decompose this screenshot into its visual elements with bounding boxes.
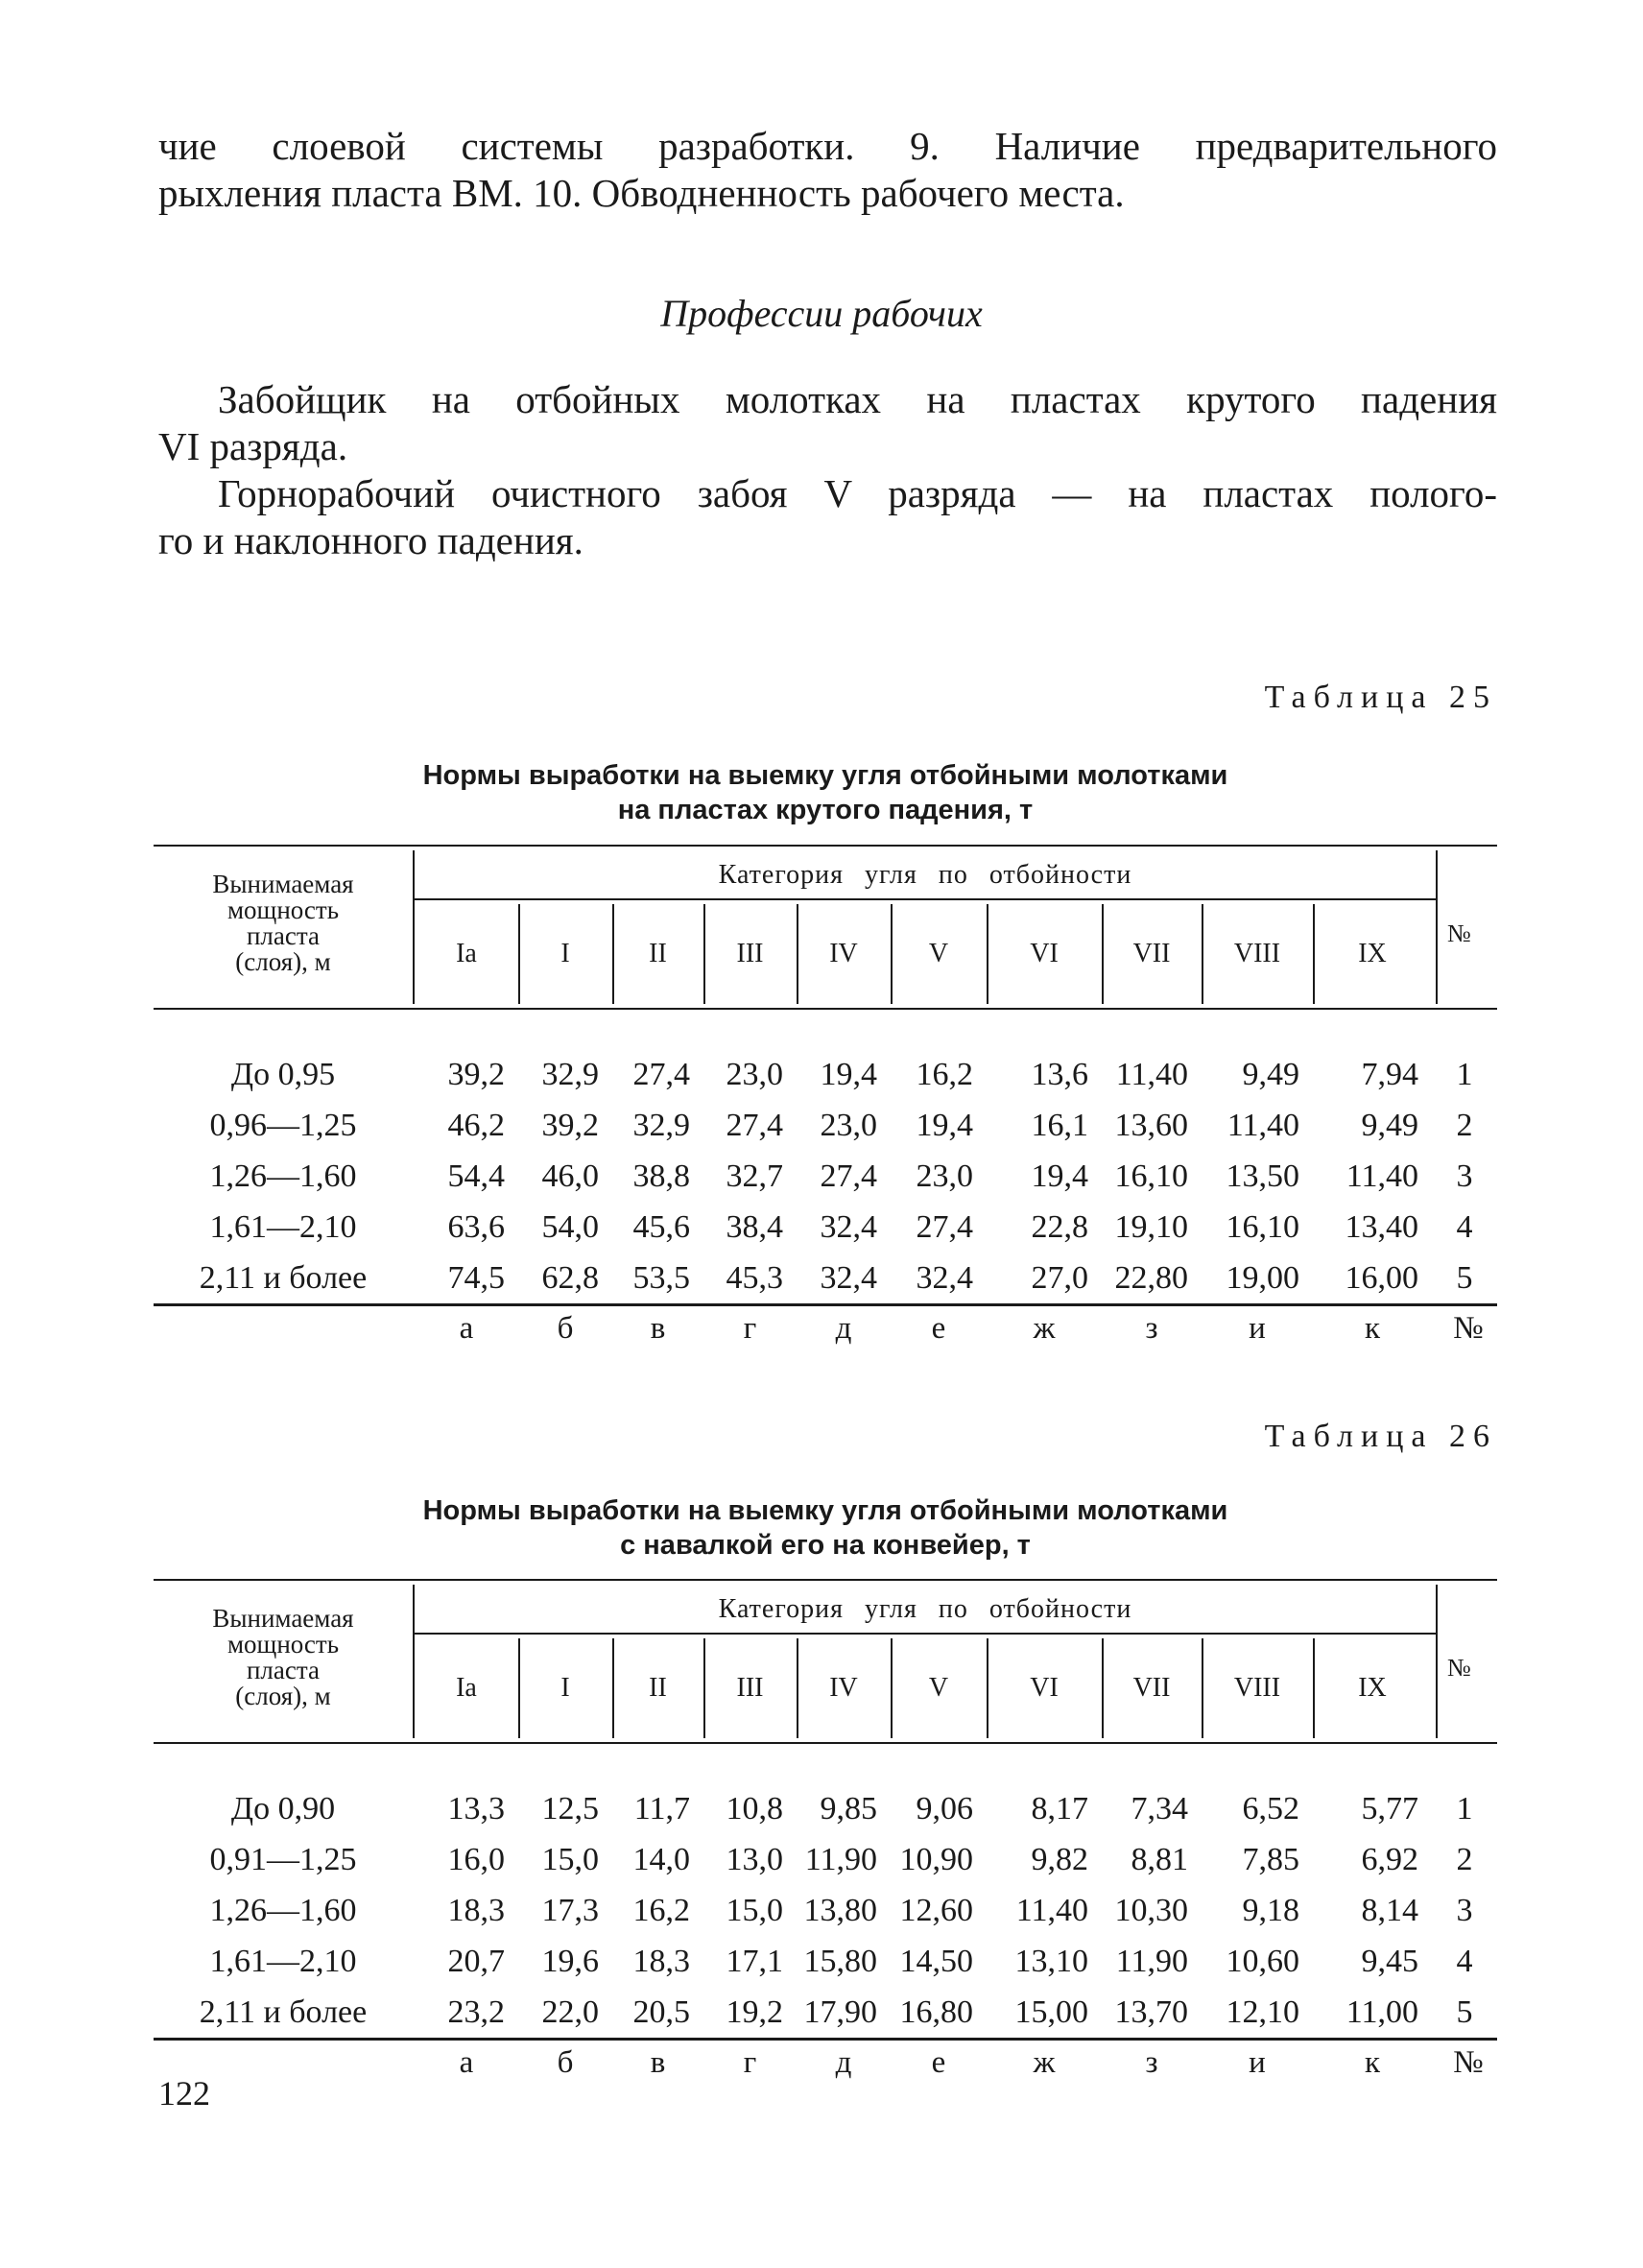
table-cell: 45,6	[632, 1209, 690, 1245]
table-cell: 13,10	[1014, 1944, 1088, 1979]
page-number: 122	[158, 2074, 210, 2113]
section-title: Профессии рабочих	[660, 292, 983, 335]
table-cell: 16,2	[632, 1893, 690, 1928]
table-25-title-line-2: на пластах крутого падения, т	[617, 795, 1034, 825]
column-header-7: VI	[1030, 939, 1059, 968]
column-header-1: Iа	[456, 1673, 477, 1703]
table-cell: 9,85	[820, 1791, 877, 1826]
row-number: 4	[1456, 1944, 1473, 1979]
table-cell: 8,17	[1031, 1791, 1088, 1826]
table-cell: 9,49	[1361, 1108, 1418, 1143]
table-cell: 39,2	[447, 1057, 505, 1092]
row-label: 2,11 и более	[199, 1994, 368, 2030]
row-number: 1	[1456, 1057, 1473, 1092]
column-letter-3: в	[650, 2045, 666, 2080]
table-cell: 13,3	[447, 1791, 505, 1826]
table-cell: 46,2	[447, 1108, 505, 1143]
table-cell: 32,4	[820, 1260, 877, 1296]
column-header-10: IX	[1358, 939, 1387, 968]
column-header-8: VII	[1132, 1673, 1171, 1703]
table-cell: 11,90	[1115, 1944, 1188, 1979]
table-cell: 17,90	[803, 1994, 877, 2030]
table-cell: 19,2	[726, 1994, 783, 2030]
row-header-line-4: (слоя), м	[235, 947, 331, 976]
table-cell: 53,5	[632, 1260, 690, 1296]
table-cell: 32,4	[820, 1209, 877, 1245]
column-letter-4: г	[743, 1311, 757, 1346]
column-header-3: II	[649, 939, 667, 968]
table-cell: 46,0	[541, 1158, 599, 1194]
table-cell: 39,2	[541, 1108, 599, 1143]
table-cell: 32,9	[541, 1057, 599, 1092]
column-header-5: IV	[829, 939, 858, 968]
table-cell: 13,80	[803, 1893, 877, 1928]
row-number: 2	[1456, 1842, 1473, 1877]
table-cell: 23,0	[916, 1158, 973, 1194]
row-header-line-4: (слоя), м	[235, 1682, 331, 1710]
column-letter-9: и	[1249, 2045, 1266, 2080]
table-cell: 62,8	[541, 1260, 599, 1296]
row-header-line-1: Вынимаемая	[212, 1604, 354, 1633]
table-cell: 45,3	[726, 1260, 783, 1296]
table-cell: 16,0	[447, 1842, 505, 1877]
table-cell: 20,7	[447, 1944, 505, 1979]
table-cell: 7,94	[1361, 1057, 1418, 1092]
table-cell: 10,60	[1226, 1944, 1299, 1979]
table-cell: 13,40	[1345, 1209, 1418, 1245]
top-rule	[154, 845, 1497, 847]
table-cell: 17,1	[726, 1944, 783, 1979]
row-number: 2	[1456, 1108, 1473, 1143]
table-cell: 16,00	[1345, 1260, 1418, 1296]
table-cell: 54,4	[447, 1158, 505, 1194]
column-letter-10: к	[1364, 1311, 1381, 1346]
table-cell: 9,06	[916, 1791, 973, 1826]
column-letter-8: з	[1145, 2045, 1158, 2080]
number-column-header: №	[1447, 919, 1471, 947]
table-cell: 19,6	[541, 1944, 599, 1979]
table-26-title-line-1: Нормы выработки на выемку угля отбойными молотками	[422, 1495, 1228, 1526]
intro-line-1: чие слоевой системы разработки. 9. Наличие предварительного	[158, 124, 1497, 168]
column-letter-7: ж	[1033, 2045, 1056, 2080]
table-cell: 11,90	[804, 1842, 877, 1877]
table-26-title-line-2: с навалкой его на конвейер, т	[620, 1530, 1031, 1561]
row-header-label	[154, 871, 413, 975]
table-cell: 19,4	[820, 1057, 877, 1092]
column-header-2: I	[560, 939, 570, 968]
table-cell: 9,82	[1031, 1842, 1088, 1877]
column-letter-3: в	[650, 1311, 666, 1346]
table-cell: 15,0	[541, 1842, 599, 1877]
table-cell: 8,14	[1361, 1893, 1418, 1928]
table-cell: 13,0	[726, 1842, 783, 1877]
table-cell: 32,4	[916, 1260, 973, 1296]
table-cell: 32,7	[726, 1158, 783, 1194]
row-label: 1,61—2,10	[209, 1944, 357, 1979]
table-cell: 27,4	[726, 1108, 783, 1143]
row-label: До 0,95	[230, 1057, 336, 1092]
table-cell: 13,70	[1114, 1994, 1188, 2030]
table-cell: 19,4	[916, 1108, 973, 1143]
column-header-6: V	[928, 1673, 949, 1703]
table-cell: 13,6	[1031, 1057, 1088, 1092]
column-header-9: VIII	[1233, 1673, 1281, 1703]
bottom-rule	[154, 2038, 1497, 2041]
table-cell: 16,10	[1114, 1158, 1188, 1194]
row-number: 5	[1456, 1260, 1473, 1296]
row-label: 0,96—1,25	[209, 1108, 357, 1143]
category-label: Категория угля по отбойности	[718, 860, 1132, 890]
profession-1-line-1: Забойщик на отбойных молотках на пластах крутого падения	[218, 377, 1497, 421]
column-header-9: VIII	[1233, 939, 1281, 968]
table-cell: 9,18	[1242, 1893, 1299, 1928]
column-letter-4: г	[743, 2045, 757, 2080]
row-header-line-3: пласта	[246, 1656, 320, 1684]
table-26-caption: Таблица 26	[1264, 1419, 1497, 1454]
table-cell: 12,10	[1226, 1994, 1299, 2030]
table-cell: 19,00	[1226, 1260, 1299, 1296]
table-cell: 74,5	[447, 1260, 505, 1296]
header-bottom-rule	[154, 1742, 1497, 1744]
table-cell: 11,40	[1115, 1057, 1188, 1092]
table-cell: 9,49	[1242, 1057, 1299, 1092]
category-label: Категория угля по отбойности	[718, 1594, 1132, 1624]
table-cell: 15,0	[726, 1893, 783, 1928]
table-cell: 23,0	[820, 1108, 877, 1143]
table-cell: 32,9	[632, 1108, 690, 1143]
table-cell: 38,8	[632, 1158, 690, 1194]
table-cell: 10,8	[726, 1791, 783, 1826]
header-bottom-rule	[154, 1008, 1497, 1010]
row-header-line-2: мощность	[226, 895, 340, 924]
table-cell: 54,0	[541, 1209, 599, 1245]
table-cell: 27,4	[632, 1057, 690, 1092]
column-letter-6: е	[931, 1311, 946, 1346]
column-letter-6: е	[931, 2045, 946, 2080]
column-letter-9: и	[1249, 1311, 1266, 1346]
column-header-8: VII	[1132, 939, 1171, 968]
column-header-4: III	[736, 939, 764, 968]
profession-2-line-2: го и наклонного падения.	[158, 518, 583, 562]
table-cell: 11,00	[1345, 1994, 1418, 2030]
row-label: 0,91—1,25	[209, 1842, 357, 1877]
column-header-4: III	[736, 1673, 764, 1703]
table-cell: 22,80	[1114, 1260, 1188, 1296]
table-cell: 7,34	[1131, 1791, 1188, 1826]
row-label: 1,26—1,60	[209, 1893, 357, 1928]
table-cell: 11,40	[1345, 1158, 1418, 1194]
row-number: 4	[1456, 1209, 1473, 1245]
table-cell: 22,0	[541, 1994, 599, 2030]
table-cell: 16,1	[1031, 1108, 1088, 1143]
number-col-divider	[1436, 1585, 1438, 1738]
column-letter-5: д	[835, 2045, 852, 2080]
intro-line-2: рыхления пласта ВМ. 10. Обводненность рабочего места.	[158, 171, 1125, 215]
table-25-title	[154, 758, 1497, 827]
category-underline	[415, 1633, 1436, 1635]
table-cell: 18,3	[447, 1893, 505, 1928]
table-cell: 11,40	[1226, 1108, 1299, 1143]
table-cell: 18,3	[632, 1944, 690, 1979]
table-cell: 19,10	[1114, 1209, 1188, 1245]
row-header-line-3: пласта	[246, 921, 320, 950]
column-letter-2: б	[557, 1311, 574, 1346]
column-header-1: Iа	[456, 939, 477, 968]
table-cell: 6,92	[1361, 1842, 1418, 1877]
profession-paragraph-1	[158, 376, 1497, 470]
bottom-rule	[154, 1303, 1497, 1306]
number-column-header: №	[1447, 1654, 1471, 1682]
intro-paragraph	[158, 123, 1497, 217]
table-cell: 9,45	[1361, 1944, 1418, 1979]
profession-1-line-2: VI разряда.	[158, 424, 348, 468]
table-cell: 14,0	[632, 1842, 690, 1877]
row-header-line-1: Вынимаемая	[212, 870, 354, 898]
table-cell: 8,81	[1131, 1842, 1188, 1877]
row-label: 1,26—1,60	[209, 1158, 357, 1194]
table-25-title-line-1: Нормы выработки на выемку угля отбойными молотками	[422, 760, 1228, 791]
column-letter-1: а	[459, 1311, 474, 1346]
table-cell: 14,50	[899, 1944, 973, 1979]
row-number: 5	[1456, 1994, 1473, 2030]
table-cell: 23,2	[447, 1994, 505, 2030]
letters-number-sign: №	[1453, 2045, 1484, 2080]
row-number: 3	[1456, 1158, 1473, 1194]
column-letter-7: ж	[1033, 1311, 1056, 1346]
row-label: 2,11 и более	[199, 1260, 368, 1296]
row-header-label	[154, 1606, 413, 1709]
column-letter-5: д	[835, 1311, 852, 1346]
column-header-6: V	[928, 939, 949, 968]
table-cell: 5,77	[1361, 1791, 1418, 1826]
table-cell: 16,80	[899, 1994, 973, 2030]
row-number: 3	[1456, 1893, 1473, 1928]
row-label: До 0,90	[230, 1791, 336, 1826]
table-cell: 15,00	[1014, 1994, 1088, 2030]
table-cell: 13,60	[1114, 1108, 1188, 1143]
table-cell: 17,3	[541, 1893, 599, 1928]
table-cell: 10,90	[899, 1842, 973, 1877]
column-letter-8: з	[1145, 1311, 1158, 1346]
top-rule	[154, 1579, 1497, 1581]
row-number: 1	[1456, 1791, 1473, 1826]
column-letter-1: а	[459, 2045, 474, 2080]
table-cell: 12,5	[541, 1791, 599, 1826]
table-cell: 63,6	[447, 1209, 505, 1245]
number-col-divider	[1436, 850, 1438, 1004]
table-cell: 16,10	[1226, 1209, 1299, 1245]
letters-number-sign: №	[1453, 1311, 1484, 1346]
table-cell: 15,80	[803, 1944, 877, 1979]
row-label: 1,61—2,10	[209, 1209, 357, 1245]
column-header-5: IV	[829, 1673, 858, 1703]
table-cell: 12,60	[899, 1893, 973, 1928]
column-letter-10: к	[1364, 2045, 1381, 2080]
table-cell: 6,52	[1242, 1791, 1299, 1826]
profession-2-line-1: Горнорабочий очистного забоя V разряда — на пластах полого-	[218, 471, 1497, 515]
table-cell: 20,5	[632, 1994, 690, 2030]
column-header-10: IX	[1358, 1673, 1387, 1703]
table-cell: 13,50	[1226, 1158, 1299, 1194]
column-header-2: I	[560, 1673, 570, 1703]
column-header-3: II	[649, 1673, 667, 1703]
table-26-title	[154, 1493, 1497, 1563]
table-cell: 27,4	[916, 1209, 973, 1245]
table-cell: 38,4	[726, 1209, 783, 1245]
table-cell: 23,0	[726, 1057, 783, 1092]
table-cell: 10,30	[1114, 1893, 1188, 1928]
category-underline	[415, 898, 1436, 900]
table-cell: 27,4	[820, 1158, 877, 1194]
column-letter-2: б	[557, 2045, 574, 2080]
table-cell: 27,0	[1031, 1260, 1088, 1296]
table-cell: 11,40	[1015, 1893, 1088, 1928]
column-header-7: VI	[1030, 1673, 1059, 1703]
table-cell: 19,4	[1031, 1158, 1088, 1194]
table-cell: 7,85	[1242, 1842, 1299, 1877]
table-cell: 16,2	[916, 1057, 973, 1092]
profession-paragraph-2	[158, 470, 1497, 564]
table-25-caption: Таблица 25	[1264, 680, 1497, 715]
table-cell: 11,7	[633, 1791, 690, 1826]
table-cell: 22,8	[1031, 1209, 1088, 1245]
row-header-line-2: мощность	[226, 1630, 340, 1659]
